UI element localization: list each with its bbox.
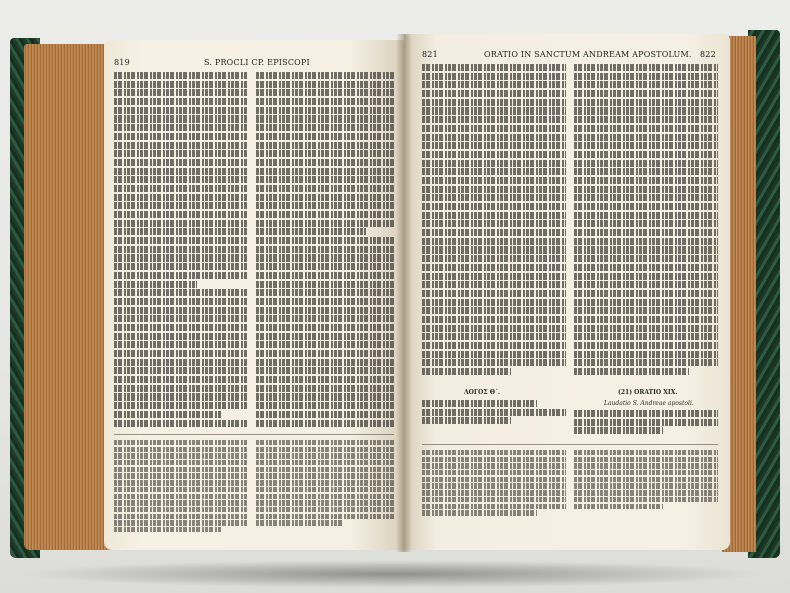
left-footnote-rule: [114, 434, 394, 435]
right-greek-column: [422, 64, 566, 386]
left-page: [104, 40, 404, 550]
latin-section-title: (21) ORATIO XIX.: [618, 389, 678, 396]
right-footnotes-greek: [422, 450, 566, 540]
left-footnotes-latin: [114, 440, 248, 536]
right-page-number: 821: [422, 50, 438, 59]
greek-section-title: ΛΟΓΟΣ Θ΄.: [464, 389, 501, 396]
left-latin-column: [114, 72, 248, 430]
book-gutter: [396, 34, 412, 552]
left-footnotes-greek: [256, 440, 394, 536]
latin-section-subtitle: Laudatio S. Andreae apostoli.: [604, 400, 694, 407]
left-running-head: S. PROCLI CP. EPISCOPI: [204, 58, 310, 67]
right-footnote-rule: [422, 444, 718, 445]
right-page: [404, 34, 730, 550]
right-running-head: ORATIO IN SANCTUM ANDREAM APOSTOLUM.: [484, 50, 692, 59]
right-latin-column: [574, 64, 718, 386]
book-shadow: [18, 560, 768, 588]
left-greek-column: [256, 72, 394, 430]
right-page-number-2: 822: [700, 50, 716, 59]
right-latin-intro: [574, 410, 718, 440]
left-page-number: 819: [114, 58, 130, 67]
right-greek-subtitle: [422, 400, 566, 436]
right-footnotes-latin: [574, 450, 718, 540]
